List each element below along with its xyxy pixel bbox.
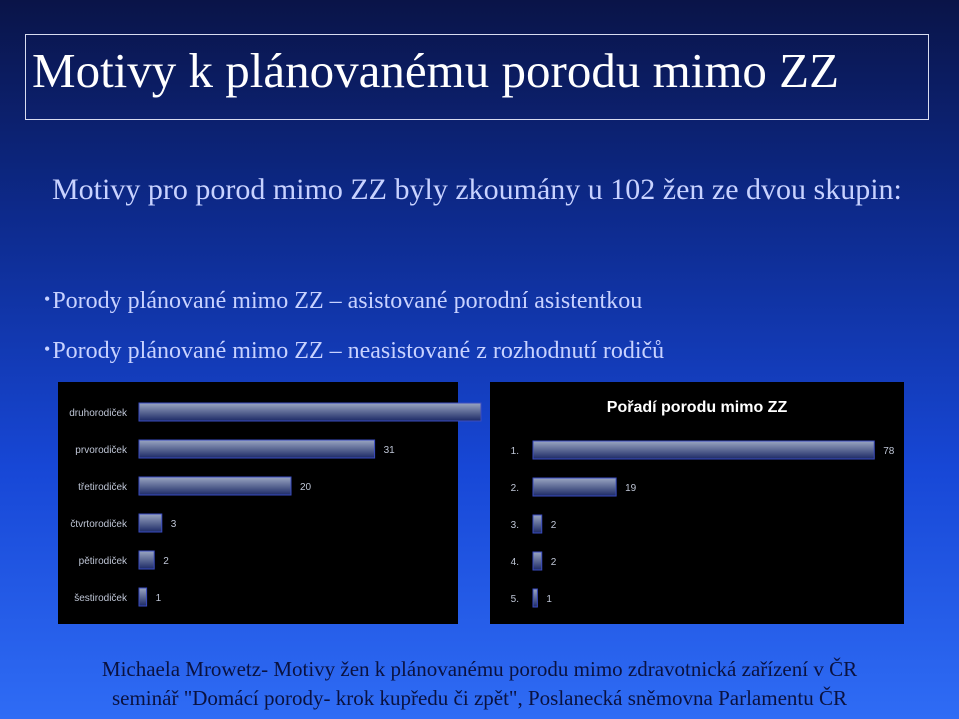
title-frame <box>25 34 929 120</box>
bar <box>533 552 542 570</box>
category-label: 1. <box>510 446 519 457</box>
bullet-item <box>44 284 642 316</box>
footer-author: Michaela Mrowetz- Motivy žen k plánovanému porodu mimo zdravotnická zařízení v ČR <box>101 657 858 681</box>
bullet-dot-icon: • <box>44 339 51 359</box>
category-label: šestirodiček <box>74 593 127 604</box>
data-label: 2 <box>550 520 557 531</box>
birth-order-chart-svg <box>58 382 458 624</box>
bar <box>139 588 147 606</box>
bar <box>533 441 874 459</box>
category-label: 4. <box>510 557 519 568</box>
data-label: 1 <box>155 593 162 604</box>
intro-text: Motivy pro porod mimo ZZ byly zkoumány u 102 žen ze dvou skupin: <box>52 173 902 206</box>
category-label: prvorodiček <box>75 445 127 456</box>
rank-chart <box>490 382 904 624</box>
category-label: pětirodiček <box>78 556 127 567</box>
bullet-text: Porody plánované mimo ZZ – asistované porodní asistentkou <box>52 288 643 314</box>
bar <box>139 551 154 569</box>
data-label: 3 <box>170 519 177 530</box>
data-label: 2 <box>550 557 557 568</box>
bar <box>139 477 291 495</box>
bar <box>533 478 616 496</box>
data-label: 1 <box>546 594 552 605</box>
category-label: 2. <box>510 483 519 494</box>
rank-chart-svg <box>490 382 904 624</box>
bar <box>139 403 481 421</box>
data-label: 31 <box>383 445 395 456</box>
bar <box>139 514 162 532</box>
bullet-item <box>44 334 664 366</box>
bar <box>533 589 537 607</box>
category-label: 3. <box>510 520 519 531</box>
chart-title: Pořadí porodu mimo ZZ <box>606 399 788 416</box>
footer-seminar: seminář "Domácí porody- krok kupředu či zpět", Poslanecká sněmovna Parlamentu ČR <box>111 686 848 710</box>
category-label: 5. <box>510 594 519 605</box>
bar <box>533 515 542 533</box>
birth-order-chart <box>58 382 458 624</box>
bar <box>139 440 375 458</box>
slide-title: Motivy k plánovanému porodu mimo ZZ <box>32 43 840 98</box>
data-label: 2 <box>163 556 169 567</box>
data-label: 19 <box>625 483 637 494</box>
data-label: 78 <box>883 446 895 457</box>
bullet-dot-icon: • <box>44 289 51 309</box>
category-label: druhorodiček <box>69 408 127 419</box>
category-label: čtvrtorodiček <box>70 519 127 530</box>
category-label: třetirodiček <box>78 482 127 493</box>
data-label: 20 <box>300 482 312 493</box>
bullet-text: Porody plánované mimo ZZ – neasistované z rozhodnutí rodičů <box>52 338 665 364</box>
